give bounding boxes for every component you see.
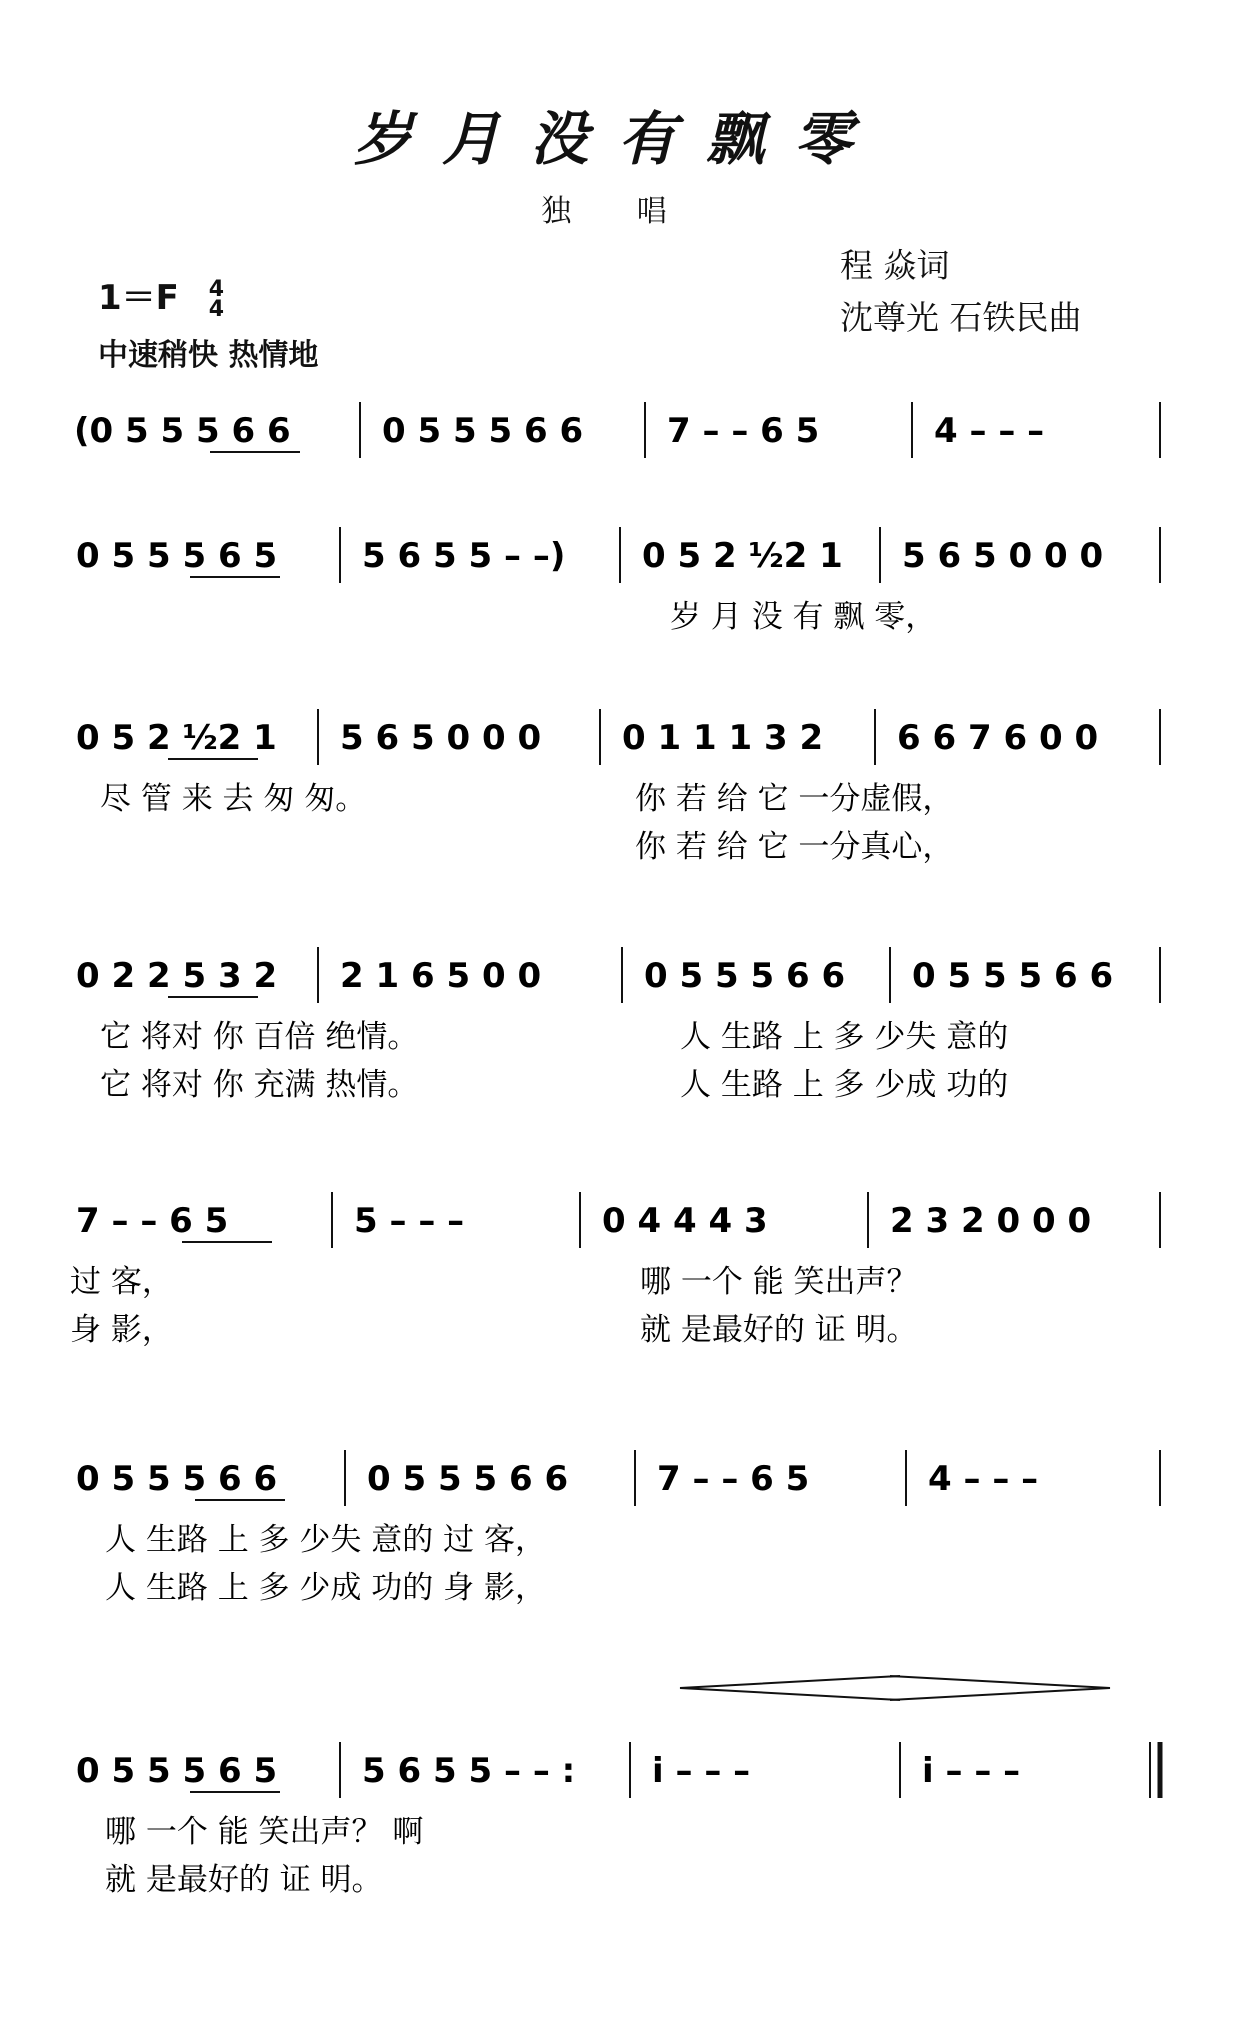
lyric-line-1: 你 若 给 它 一分虚假， bbox=[635, 781, 954, 817]
key-label: 1＝F bbox=[98, 278, 179, 318]
measure-notes: 0 5 5 5 6 6 bbox=[367, 1459, 569, 1499]
measure-notes: 0 5 5 5 6 6 bbox=[912, 956, 1114, 996]
lyric-line-2: 人 生路 上 多 少成 功的 bbox=[680, 1067, 1009, 1103]
lyric-line-2: 它 将对 你 充满 热情。 bbox=[100, 1067, 419, 1103]
measure-notes: 0 2 2 5 3 2 bbox=[76, 956, 278, 996]
measure-notes: 7 – – 6 5 bbox=[76, 1201, 229, 1241]
lyric-line-2: 身 影， bbox=[70, 1312, 173, 1348]
measure-notes: 4 – – – bbox=[928, 1459, 1039, 1499]
measure-notes: (0 5 5 5 6 6 bbox=[74, 411, 291, 451]
measure-notes: i – – – bbox=[922, 1751, 1021, 1791]
measure-notes: 7 – – 6 5 bbox=[667, 411, 820, 451]
tempo-marking: 中速稍快 热情地 bbox=[98, 338, 319, 373]
lyric-line-1: 尽 管 来 去 匆 匆。 bbox=[100, 781, 367, 817]
measure-notes: 5 6 5 0 0 0 bbox=[340, 718, 542, 758]
measure-notes: 2 3 2 0 0 0 bbox=[890, 1201, 1092, 1241]
measure-notes: 0 5 5 5 6 6 bbox=[76, 1459, 278, 1499]
song-title: 岁月没有飘零 bbox=[353, 105, 882, 173]
lyric-line-1: 岁 月 没 有 飘 零， bbox=[670, 599, 937, 635]
lyric-line-1: 它 将对 你 百倍 绝情。 bbox=[100, 1019, 419, 1055]
measure-notes: 2 1 6 5 0 0 bbox=[340, 956, 542, 996]
measure-notes: 5 6 5 0 0 0 bbox=[902, 536, 1104, 576]
measure-notes: 0 1 1 1 3 2 bbox=[622, 718, 824, 758]
measure-notes: i – – – bbox=[652, 1751, 751, 1791]
lyricist-credit: 程 焱词 bbox=[840, 246, 950, 285]
measure-notes: 0 5 5 5 6 6 bbox=[382, 411, 584, 451]
lyric-line-1: 哪 一个 能 笑出声？ 啊 bbox=[105, 1814, 424, 1850]
measure-notes: 0 5 5 5 6 5 bbox=[76, 536, 278, 576]
lyric-line-1: 过 客， bbox=[70, 1264, 173, 1300]
measure-notes: 5 6 5 5 – –) bbox=[362, 536, 566, 576]
measure-notes: 5 6 5 5 – – : bbox=[362, 1751, 576, 1791]
measure-notes: 0 5 2 ½2 1 bbox=[76, 718, 277, 758]
composer-credit: 沈尊光 石铁民曲 bbox=[840, 298, 1082, 337]
measure-notes: 0 5 5 5 6 5 bbox=[76, 1751, 278, 1791]
lyric-line-2: 人 生路 上 多 少成 功的 身 影， bbox=[105, 1570, 546, 1606]
lyric-line-2: 就 是最好的 证 明。 bbox=[105, 1862, 383, 1898]
time-signature-top: 4 bbox=[208, 276, 225, 302]
measure-notes: 0 4 4 4 3 bbox=[602, 1201, 768, 1241]
lyric-line-1: 人 生路 上 多 少失 意的 过 客， bbox=[105, 1522, 546, 1558]
measure-notes: 7 – – 6 5 bbox=[657, 1459, 810, 1499]
lyric-line-1: 人 生路 上 多 少失 意的 bbox=[680, 1019, 1009, 1055]
measure-notes: 6 6 7 6 0 0 bbox=[897, 718, 1099, 758]
song-subtitle: 独 唱 bbox=[541, 194, 695, 229]
measure-notes: 5 – – – bbox=[354, 1201, 465, 1241]
crescendo-hairpin bbox=[680, 1676, 900, 1700]
lyric-line-1: 哪 一个 能 笑出声？ bbox=[640, 1264, 918, 1300]
time-signature-bottom: 4 bbox=[208, 296, 225, 322]
measure-notes: 0 5 5 5 6 6 bbox=[644, 956, 846, 996]
lyric-line-2: 就 是最好的 证 明。 bbox=[640, 1312, 918, 1348]
measure-notes: 0 5 2 ½2 1 bbox=[642, 536, 843, 576]
lyric-line-2: 你 若 给 它 一分真心， bbox=[635, 829, 954, 865]
measure-notes: 4 – – – bbox=[934, 411, 1045, 451]
decrescendo-hairpin bbox=[890, 1676, 1110, 1700]
